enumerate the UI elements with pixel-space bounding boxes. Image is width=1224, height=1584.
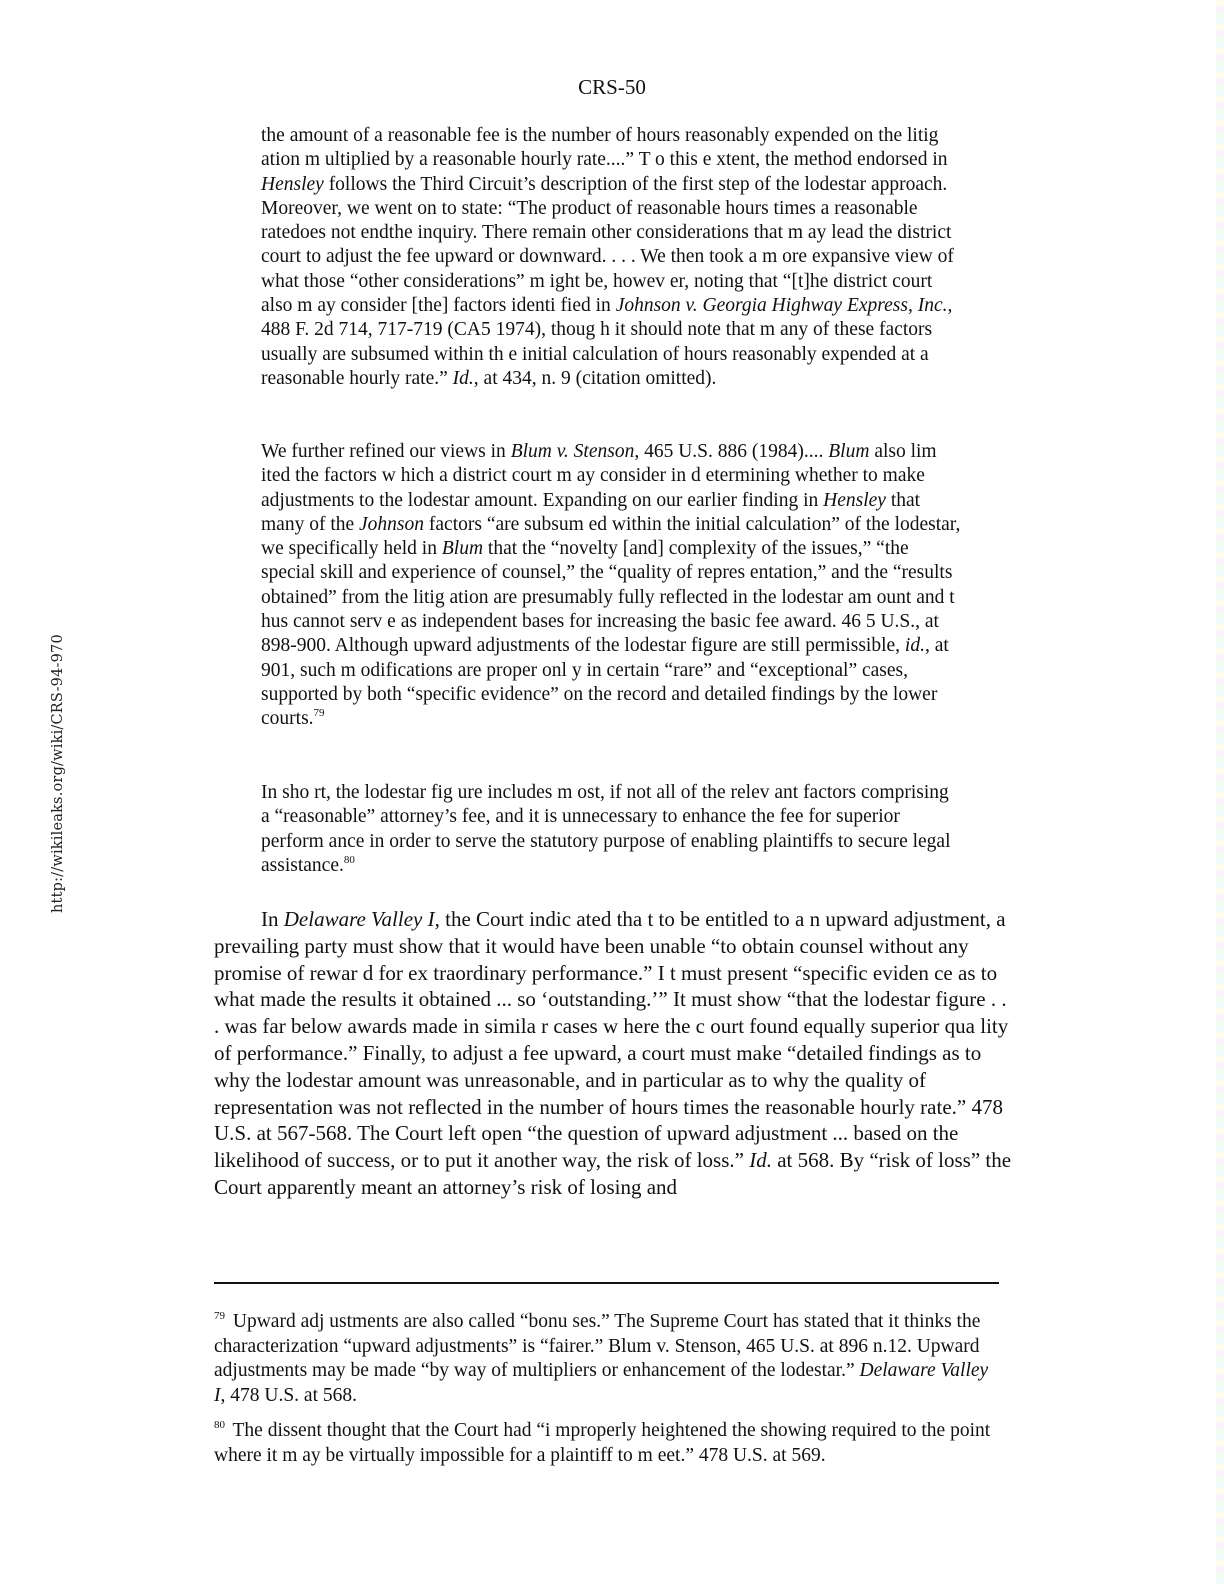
case-name: Hensley bbox=[261, 173, 324, 195]
citation-id: Id. bbox=[749, 1148, 772, 1173]
page-number-header: CRS-50 bbox=[578, 75, 646, 99]
scan-edge-artifact bbox=[1216, 0, 1224, 1584]
footnote-80: $^{80}$ The dissent thought that the Court had “i mproperly heightened the showing required to the point where it m ay be virtually impossible for a plaintiff to m eet.” 478 U.S. at 569. bbox=[214, 1419, 991, 1466]
footnote-ref-80[interactable]: 80 bbox=[343, 853, 355, 866]
footnote-79: $^{79}$ Upward adj ustments are also called “bonu ses.” The Supreme Court has stated that it thinks the characterization “upward adjustments” is “fairer.” Blum v. Stenson, 465 U.S. at 896 n.12. Upward adjustments may be made “by way of multipliers or enhancement of the lodestar.” Delaware Valley I, 478 U.S. at 568. bbox=[214, 1310, 989, 1406]
case-name: Johnson v. Georgia Highway Express, Inc. bbox=[615, 295, 948, 317]
case-name: Johnson bbox=[359, 513, 425, 535]
footnote-marker: 79 bbox=[214, 1310, 225, 1322]
case-name: Hensley bbox=[823, 489, 886, 511]
block-quote-paragraph-3: In sho rt, the lodestar fig ure includes m ost, if not all of the relev ant factors comprising a “reasonable” attorney’s fee, and it is unnecessary to enhance the fee for superior perform ance in order to serve the statutory purpose of enabling plaintiffs to secure legal assistance.$^{80}$ bbox=[261, 782, 951, 876]
case-name: Blum bbox=[828, 441, 870, 462]
case-name: Delaware Valley I bbox=[214, 1360, 989, 1406]
case-name: Blum bbox=[441, 538, 484, 560]
citation-id: id. bbox=[904, 635, 925, 657]
case-name: Blum v. Stenson bbox=[510, 441, 635, 462]
body-paragraph: In Delaware Valley I, the Court indic ated tha t to be entitled to a n upward adjustment, a prevailing party must show that it would have been unable “to obtain counsel without any promise of rewar d for ex traordinary performance.” I t must present “specific eviden ce as to what made the results it obtained ... so ‘outstanding.’” It must show “that the lodestar figure . . . was far below awards made in simila r cases w here the c ourt found equally superior qua lity of performance.” Finally, to adjust a fee upward, a court must make “detailed findings as to why the lodestar amount was unreasonable, and in particular as to why the quality of representation was not reflected in the number of hours times the reasonable hourly rate.” 478 U.S. at 567-568. The Court left open “the question of upward adjustment ... based on the likelihood of success, or to put it another way, the risk of loss.” Id. at 568. By “risk of loss” the Court apparently meant an attorney’s risk of losing and bbox=[214, 907, 1012, 1199]
block-quote-paragraph-2: We further refined our views in Blum v. Stenson, 465 U.S. 886 (1984).... Blum also lim ited the factors w hich a district court m ay consider in d etermining whether to make adjustments to the lodestar amount. Expanding on our earlier finding in Hensley that many of the Johnson factors “are subsum ed within the initial calculation” of the lodestar, we specifically held in Blum that the “novelty [and] complexity of the issues,” “the special skill and experience of counsel,” the “quality of repres entation,” and the “results obtained” from the litig ation are presumably fully reflected in the lodestar am ount and t hus cannot serv e as independent bases for increasing the basic fee award. 46 5 U.S., at 898-900. Although upward adjustments of the lodestar figure are still permissible, id., at 901, such m odifications are proper onl y in certain “rare” and “exceptional” cases, supported by both “specific evidence” on the record and detailed findings by the lower courts.$^{79}$ bbox=[261, 441, 961, 730]
footnote-separator bbox=[214, 1282, 999, 1284]
block-quote-paragraph-1: the amount of a reasonable fee is the number of hours reasonably expended on the litig ation m ultiplied by a reasonable hourly rate....” T o this e xtent, the method endorsed in Hensley follows the Third Circuit’s description of the first step of the lodestar approach. Moreover, we went on to state: “The product of reasonable hours times a reasonable ratedoes not endthe inquiry. There remain other considerations that m ay lead the district court to adjust the fee upward or downward. . . . We then took a m ore expansive view of what those “other considerations” m ight be, howev er, noting that “[t]he district court also m ay consider [the] factors identi fied in Johnson v. Georgia Highway Express, Inc., 488 F. 2d 714, 717-719 (CA5 1974), thoug h it should note that m any of these factors usually are subsumed within th e initial calculation of hours reasonably expended at a reasonable hourly rate.” Id., at 434, n. 9 (citation omitted). bbox=[261, 125, 954, 389]
footnote-ref-79[interactable]: 79 bbox=[313, 707, 325, 720]
citation-id: Id. bbox=[452, 367, 474, 389]
case-name: Delaware Valley I bbox=[283, 907, 435, 931]
footnote-marker: 80 bbox=[214, 1419, 225, 1431]
side-source-url: http://wikileaks.org/wiki/CRS-94-970 bbox=[50, 634, 66, 913]
